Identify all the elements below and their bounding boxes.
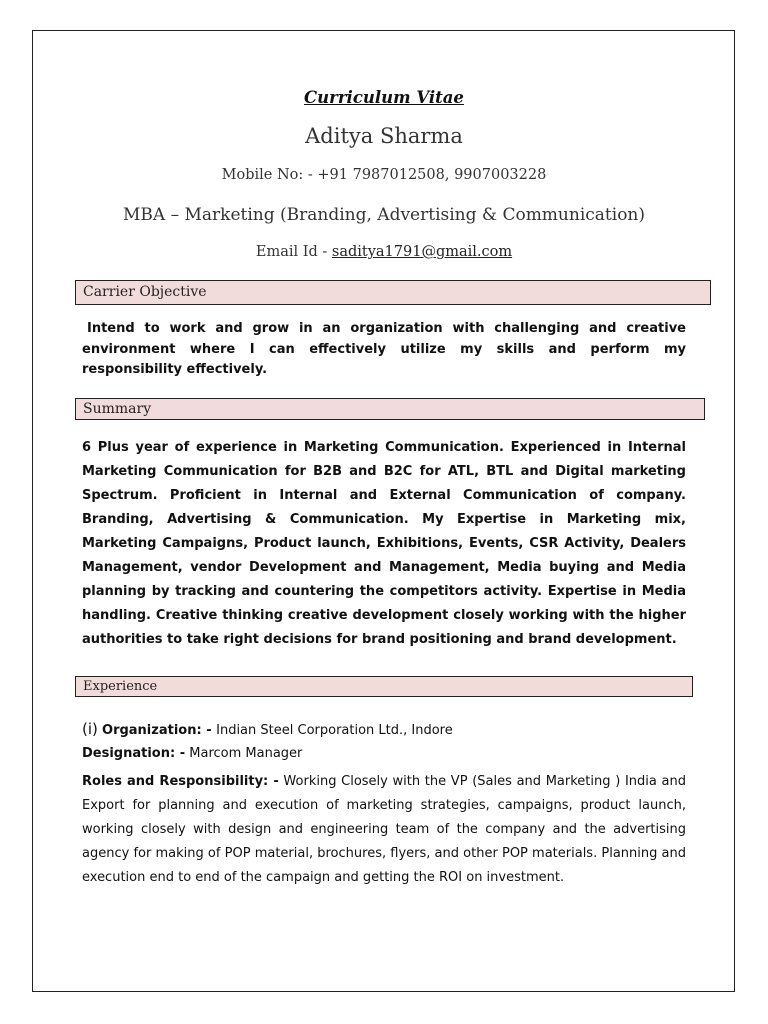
email-link[interactable]: saditya1791@gmail.com	[331, 244, 513, 260]
document-title: Curriculum Vitae	[304, 88, 464, 107]
degree-line: MBA – Marketing (Branding, Advertising & Communication)	[122, 205, 646, 225]
section-header-experience: Experience	[75, 676, 693, 697]
organization-value: Indian Steel Corporation Ltd., Indore	[216, 723, 453, 738]
objective-text: Intend to work and grow in an organization with challenging and creative environment where I can effectively utilize my skills and perform my responsibility effectively.	[82, 321, 686, 377]
email-label: Email Id -	[255, 244, 332, 260]
candidate-name: Aditya Sharma	[305, 124, 463, 148]
designation-label: Designation: -	[82, 746, 186, 761]
organization-line	[82, 720, 686, 738]
summary-text: 6 Plus year of experience in Marketing Communication. Experienced in Internal Marketing Communication for B2B and B2C for ATL, BTL and Digital marketing Spectrum. Proficient in Internal and External Communication of company. Branding, Advertising & Communication. My Expertise in Marketing mix, Marketing Campaigns, Product launch, Exhibitions, Events, CSR Activity, Dealers Management, vendor Development and Management, Media buying and Media planning by tracking and countering the competitors activity. Expertise in Media handling. Creative thinking creative development closely working with the higher authorities to take right decisions for brand positioning and brand development.	[82, 440, 686, 647]
organization-label: Organization	[102, 723, 197, 738]
experience-number: (i)	[82, 720, 98, 738]
roles-label: Roles and Responsibility: -	[82, 774, 279, 789]
designation-line	[82, 746, 686, 761]
section-header-summary: Summary	[75, 398, 705, 420]
designation-value: Marcom Manager	[189, 746, 303, 761]
roles-value: Working Closely with the VP (Sales and Marketing ) India and Export for planning and execution of marketing strategies, campaigns, product launch, working closely with design and engineering team of the company and the advertising agency for making of POP material, brochures, flyers, and other POP materials. Planning and execution end to end of the campaign and getting the ROI on investment.	[82, 774, 686, 885]
mobile-number: Mobile No: - +91 7987012508, 9907003228	[221, 167, 547, 183]
organization-separator: : -	[196, 723, 217, 738]
section-header-objective: Carrier Objective	[75, 280, 711, 305]
email-line	[0, 244, 768, 260]
roles-paragraph	[82, 770, 686, 890]
